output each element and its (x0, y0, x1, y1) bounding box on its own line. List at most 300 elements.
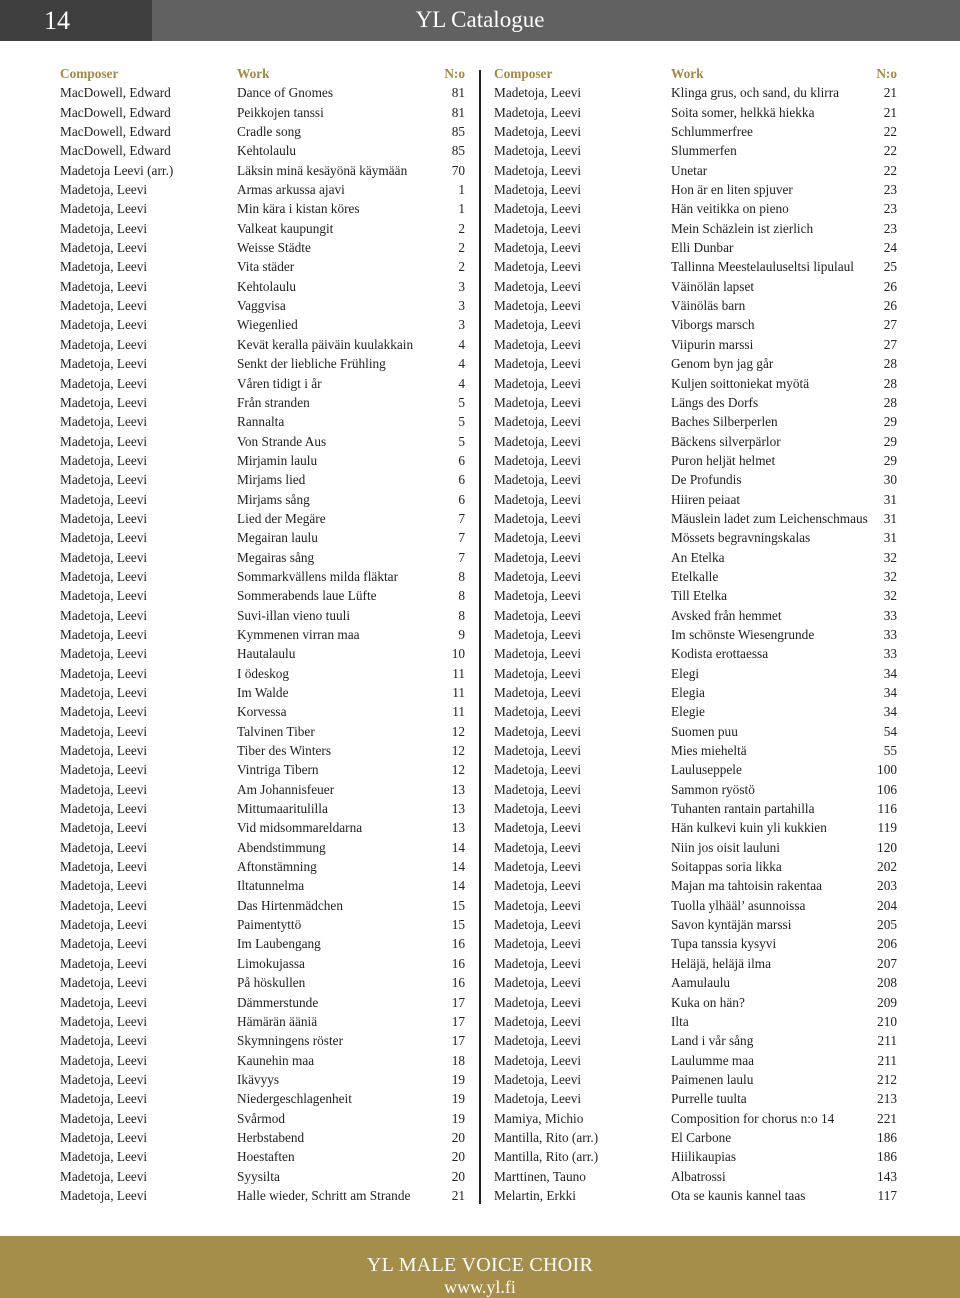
number-cell: 8 (458, 607, 465, 623)
composer-cell: Madetoja, Leevi (60, 394, 148, 410)
work-cell: Senkt der liebliche Frühling (237, 356, 386, 372)
work-cell: Savon kyntäjän marssi (671, 917, 792, 933)
work-cell: Mirjams sång (237, 491, 310, 507)
table-row (494, 199, 900, 218)
work-cell: Hautalaulu (237, 646, 296, 662)
table-row (494, 915, 900, 934)
number-cell: 100 (877, 762, 897, 778)
work-cell: Svårmod (237, 1110, 286, 1126)
table-row (494, 180, 900, 199)
number-cell: 4 (458, 336, 465, 352)
number-cell: 117 (877, 1187, 897, 1203)
work-cell: Längs des Dorfs (671, 394, 759, 410)
work-cell: Suvi-illan vieno tuuli (237, 607, 351, 623)
work-cell: Lied der Megäre (237, 510, 326, 526)
composer-cell: Madetoja, Leevi (60, 1168, 148, 1184)
number-cell: 2 (458, 259, 465, 275)
number-cell: 33 (883, 626, 897, 642)
table-row (494, 412, 900, 431)
work-cell: Majan ma tahtoisin rakentaa (671, 878, 823, 894)
work-cell: Von Strande Aus (237, 433, 327, 449)
number-cell: 15 (451, 917, 465, 933)
work-cell: Hiilikaupias (671, 1149, 736, 1165)
work-cell: I ödeskog (237, 665, 290, 681)
table-row (494, 451, 900, 470)
composer-cell: Marttinen, Tauno (494, 1168, 586, 1184)
composer-cell: Madetoja, Leevi (60, 317, 148, 333)
work-cell: Kehtolaulu (237, 278, 297, 294)
work-cell: Aamulaulu (671, 975, 731, 991)
composer-cell: Madetoja, Leevi (494, 917, 582, 933)
number-cell: 17 (451, 1013, 465, 1029)
work-cell: Hiiren peiaat (671, 491, 741, 507)
work-cell: Cradle song (237, 124, 301, 140)
number-cell: 16 (451, 975, 465, 991)
composer-cell: Madetoja, Leevi (494, 530, 582, 546)
table-row (60, 335, 465, 354)
work-cell: Laulumme maa (671, 1052, 755, 1068)
composer-cell: Madetoja, Leevi (60, 298, 148, 314)
work-cell: Das Hirtenmädchen (237, 897, 343, 913)
work-cell: Soita somer, helkkä hiekka (671, 104, 815, 120)
table-row (60, 760, 465, 779)
work-cell: Ikävyys (237, 1071, 280, 1087)
number-cell: 4 (458, 375, 465, 391)
work-cell: Kymmenen virran maa (237, 626, 360, 642)
table-row (494, 161, 900, 180)
number-cell: 6 (458, 472, 465, 488)
table-row (60, 161, 465, 180)
table-row (60, 934, 465, 953)
table-row (494, 838, 900, 857)
number-cell: 11 (452, 704, 465, 720)
number-cell: 1 (458, 201, 465, 217)
work-cell: Etelkalle (671, 568, 719, 584)
work-cell: Herbstabend (237, 1129, 305, 1145)
page-number: 14 (0, 0, 152, 41)
table-row (494, 257, 900, 276)
number-cell: 7 (458, 549, 465, 565)
composer-cell: Madetoja, Leevi (60, 278, 148, 294)
composer-cell: Madetoja, Leevi (494, 994, 582, 1010)
table-row (494, 702, 900, 721)
number-cell: 10 (451, 646, 465, 662)
composer-cell: Madetoja, Leevi (494, 143, 582, 159)
work-cell: Syysilta (237, 1168, 280, 1184)
table-row (60, 1051, 465, 1070)
table-row (494, 664, 900, 683)
composer-cell: Madetoja, Leevi (494, 820, 582, 836)
work-cell: Rannalta (237, 414, 285, 430)
number-cell: 21 (883, 85, 897, 101)
work-cell: Hän veitikka on pieno (671, 201, 789, 217)
table-row (494, 470, 900, 489)
composer-cell: Madetoja, Leevi (494, 220, 582, 236)
work-cell: Min kära i kistan köres (237, 201, 360, 217)
number-cell: 31 (883, 530, 897, 546)
composer-cell: Melartin, Erkki (494, 1187, 576, 1203)
work-cell: Niin jos oisit lauluni (671, 839, 780, 855)
table-row (60, 780, 465, 799)
number-cell: 12 (451, 743, 465, 759)
table-row (494, 277, 900, 296)
work-cell: Kevät keralla päiväin kuulakkain (237, 336, 414, 352)
composer-cell: Madetoja, Leevi (494, 414, 582, 430)
table-row (494, 1186, 900, 1205)
composer-cell: Madetoja, Leevi (494, 491, 582, 507)
table-row (494, 799, 900, 818)
composer-cell: Madetoja Leevi (arr.) (60, 162, 174, 178)
composer-cell: Madetoja, Leevi (60, 1129, 148, 1145)
table-row (494, 238, 900, 257)
table-row (494, 586, 900, 605)
composer-cell: Madetoja, Leevi (60, 994, 148, 1010)
composer-cell: Madetoja, Leevi (60, 510, 148, 526)
table-row (494, 625, 900, 644)
table-row (60, 199, 465, 218)
composer-cell: Madetoja, Leevi (494, 472, 582, 488)
table-row (60, 257, 465, 276)
table-row (60, 857, 465, 876)
table-row (60, 1147, 465, 1166)
work-cell: Läksin minä kesäyönä käymään (237, 162, 408, 178)
number-cell: 32 (883, 568, 897, 584)
composer-cell: Madetoja, Leevi (60, 220, 148, 236)
table-row (60, 683, 465, 702)
composer-cell: Madetoja, Leevi (494, 336, 582, 352)
work-cell: Kuljen soittoniekat myötä (671, 375, 810, 391)
table-row (60, 1167, 465, 1186)
composer-cell: Madetoja, Leevi (494, 394, 582, 410)
work-cell: Kuka on hän? (671, 994, 745, 1010)
composer-cell: Madetoja, Leevi (60, 897, 148, 913)
composer-cell: Madetoja, Leevi (494, 588, 582, 604)
work-cell: Composition for chorus n:o 14 (671, 1110, 835, 1126)
number-cell: 14 (451, 878, 465, 894)
composer-cell: Madetoja, Leevi (494, 104, 582, 120)
table-row (60, 1089, 465, 1108)
work-cell: Kodista erottaessa (671, 646, 769, 662)
composer-cell: Madetoja, Leevi (494, 743, 582, 759)
work-cell: Weisse Städte (237, 240, 311, 256)
number-cell: 3 (458, 317, 465, 333)
number-cell: 33 (883, 646, 897, 662)
table-row (60, 296, 465, 315)
number-cell: 19 (451, 1110, 465, 1126)
table-row (494, 1128, 900, 1147)
number-cell: 116 (877, 801, 897, 817)
composer-cell: Madetoja, Leevi (494, 685, 582, 700)
work-cell: Schlummerfree (671, 124, 753, 140)
number-cell: 28 (883, 394, 897, 410)
number-cell: 186 (877, 1149, 897, 1165)
composer-cell: Madetoja, Leevi (60, 1071, 148, 1087)
number-cell: 120 (877, 839, 897, 855)
composer-cell: Madetoja, Leevi (494, 1071, 582, 1087)
work-header: Work (671, 66, 704, 81)
composer-cell: Madetoja, Leevi (60, 936, 148, 952)
number-cell: 29 (883, 452, 897, 468)
number-cell: 6 (458, 491, 465, 507)
composer-cell: Madetoja, Leevi (494, 839, 582, 855)
number-cell: 12 (451, 762, 465, 778)
number-cell: 14 (451, 859, 465, 875)
table-row (60, 741, 465, 760)
table-row (494, 857, 900, 876)
number-cell: 34 (883, 665, 897, 681)
number-cell: 34 (883, 704, 897, 720)
work-cell: Bäckens silverpärlor (671, 433, 781, 449)
work-cell: Tiber des Winters (237, 743, 332, 759)
composer-cell: Madetoja, Leevi (60, 568, 148, 584)
work-cell: Avsked från hemmet (671, 607, 782, 623)
composer-cell: Madetoja, Leevi (60, 820, 148, 836)
website-link[interactable]: www.yl.fi (444, 1277, 516, 1297)
work-cell: Halle wieder, Schritt am Strande (237, 1187, 411, 1203)
work-cell: Mies mieheltä (671, 743, 747, 759)
number-cell: 81 (451, 104, 465, 120)
table-row (60, 374, 465, 393)
number-cell: 13 (451, 781, 465, 797)
table-row (60, 876, 465, 895)
composer-cell: Madetoja, Leevi (60, 452, 148, 468)
work-cell: Iltatunnelma (237, 878, 305, 894)
work-cell: Sammon ryöstö (671, 781, 755, 797)
number-cell: 20 (451, 1149, 465, 1165)
table-row (60, 103, 465, 122)
composer-header: Composer (494, 66, 553, 81)
composer-cell: Madetoja, Leevi (60, 743, 148, 759)
work-cell: Väinöläs barn (671, 298, 746, 314)
work-cell: Heläjä, heläjä ilma (671, 955, 772, 971)
number-cell: 202 (877, 859, 897, 875)
number-cell: 11 (452, 665, 465, 681)
table-row (60, 219, 465, 238)
number-cell: 31 (883, 510, 897, 526)
work-cell: Viipurin marssi (671, 336, 754, 352)
table-row (494, 741, 900, 760)
composer-cell: Madetoja, Leevi (60, 472, 148, 488)
composer-cell: Madetoja, Leevi (60, 723, 148, 739)
work-cell: Vintriga Tibern (237, 762, 319, 778)
number-cell: 17 (451, 1033, 465, 1049)
number-cell: 31 (883, 491, 897, 507)
composer-cell: Madetoja, Leevi (494, 1033, 582, 1049)
work-cell: Elegi (671, 665, 700, 681)
table-row (494, 219, 900, 238)
number-cell: 204 (877, 897, 897, 913)
composer-cell: Mamiya, Michio (494, 1110, 584, 1126)
table-row (494, 335, 900, 354)
number-cell: 6 (458, 452, 465, 468)
number-cell: 70 (451, 162, 465, 178)
page-footer (0, 1236, 960, 1298)
composer-cell: Madetoja, Leevi (494, 704, 582, 720)
table-row (60, 315, 465, 334)
number-cell: 23 (883, 182, 897, 198)
number-cell: 7 (458, 510, 465, 526)
table-row (60, 1128, 465, 1147)
number-cell: 30 (883, 472, 897, 488)
number-cell: 27 (883, 336, 897, 352)
column-divider (479, 70, 481, 1204)
work-cell: Mein Schäzlein ist zierlich (671, 220, 814, 236)
composer-cell: Madetoja, Leevi (494, 510, 582, 526)
number-cell: 16 (451, 955, 465, 971)
composer-cell: Madetoja, Leevi (494, 781, 582, 797)
composer-cell: Madetoja, Leevi (494, 240, 582, 256)
number-cell: 16 (451, 936, 465, 952)
table-row (494, 934, 900, 953)
table-row (494, 1012, 900, 1031)
composer-cell: Madetoja, Leevi (60, 433, 148, 449)
table-row (494, 818, 900, 837)
table-row (494, 760, 900, 779)
table-row (494, 1031, 900, 1050)
work-cell: Mirjams lied (237, 472, 306, 488)
number-cell: 33 (883, 607, 897, 623)
work-cell: Unetar (671, 162, 708, 178)
table-row (494, 354, 900, 373)
table-row (60, 838, 465, 857)
number-cell: 13 (451, 801, 465, 817)
table-row (494, 567, 900, 586)
number-cell: 15 (451, 897, 465, 913)
composer-cell: Madetoja, Leevi (494, 298, 582, 314)
table-row (60, 1070, 465, 1089)
number-cell: 21 (883, 104, 897, 120)
composer-cell: Madetoja, Leevi (494, 1052, 582, 1068)
composer-cell: Mantilla, Rito (arr.) (494, 1129, 599, 1145)
work-cell: Am Johannisfeuer (237, 781, 335, 797)
work-cell: Tupa tanssia kysyvi (671, 936, 777, 952)
composer-cell: Madetoja, Leevi (60, 259, 148, 275)
work-cell: Slummerfen (671, 143, 737, 159)
number-cell: 211 (877, 1052, 897, 1068)
composer-cell: Madetoja, Leevi (494, 626, 582, 642)
number-cell: 32 (883, 588, 897, 604)
number-header: N:o (444, 66, 465, 81)
work-cell: Hoestaften (237, 1149, 295, 1165)
composer-cell: Madetoja, Leevi (60, 685, 148, 700)
composer-cell: Madetoja, Leevi (494, 762, 582, 778)
composer-cell: Madetoja, Leevi (60, 1013, 148, 1029)
composer-cell: Madetoja, Leevi (494, 452, 582, 468)
table-row (60, 141, 465, 160)
work-cell: An Etelka (671, 549, 725, 565)
work-cell: Im Laubengang (237, 936, 321, 952)
work-cell: Land i vår sång (671, 1033, 754, 1049)
work-cell: Vid midsommareldarna (237, 820, 363, 836)
composer-cell: MacDowell, Edward (60, 124, 171, 140)
composer-cell: Madetoja, Leevi (60, 375, 148, 391)
composer-cell: Madetoja, Leevi (494, 375, 582, 391)
composer-cell: Madetoja, Leevi (494, 162, 582, 178)
number-cell: 4 (458, 356, 465, 372)
work-cell: Mössets begravningskalas (671, 530, 811, 546)
work-cell: Soitappas soria likka (671, 859, 782, 875)
work-cell: Baches Silberperlen (671, 414, 778, 430)
composer-cell: Madetoja, Leevi (494, 124, 582, 140)
table-row (494, 315, 900, 334)
number-cell: 8 (458, 568, 465, 584)
work-cell: Kehtolaulu (237, 143, 297, 159)
work-cell: Vaggvisa (237, 298, 286, 314)
work-cell: Abendstimmung (237, 839, 326, 855)
table-row (494, 876, 900, 895)
work-cell: Våren tidigt i år (237, 375, 322, 391)
number-cell: 20 (451, 1129, 465, 1145)
work-cell: Paimentyttö (237, 917, 302, 933)
work-cell: De Profundis (671, 472, 742, 488)
table-row (60, 722, 465, 741)
table-row (60, 509, 465, 528)
table-row (494, 1051, 900, 1070)
number-cell: 17 (451, 994, 465, 1010)
work-cell: Tallinna Meestelauluseltsi lipulaul (671, 259, 854, 275)
work-cell: Limokujassa (237, 955, 305, 971)
table-row (60, 799, 465, 818)
work-cell: Talvinen Tiber (237, 723, 315, 739)
composer-cell: Madetoja, Leevi (494, 278, 582, 294)
table-row (60, 586, 465, 605)
work-cell: Viborgs marsch (671, 317, 755, 333)
number-cell: 29 (883, 433, 897, 449)
composer-cell: Mantilla, Rito (arr.) (494, 1149, 599, 1165)
table-row (60, 83, 465, 102)
table-row (60, 1031, 465, 1050)
table-row (494, 780, 900, 799)
composer-cell: Madetoja, Leevi (494, 549, 582, 565)
table-row (60, 1109, 465, 1128)
number-cell: 55 (883, 743, 897, 759)
composer-cell: Madetoja, Leevi (494, 356, 582, 372)
composer-cell: Madetoja, Leevi (60, 1187, 148, 1203)
work-cell: Klinga grus, och sand, du klirra (671, 85, 840, 101)
table-row (494, 1089, 900, 1108)
number-cell: 34 (883, 685, 897, 700)
number-cell: 213 (877, 1091, 897, 1107)
work-cell: Hän kulkevi kuin yli kukkien (671, 820, 827, 836)
number-cell: 205 (877, 917, 897, 933)
number-cell: 2 (458, 220, 465, 236)
composer-cell: MacDowell, Edward (60, 143, 171, 159)
composer-cell: Madetoja, Leevi (60, 762, 148, 778)
number-cell: 12 (451, 723, 465, 739)
table-row (494, 973, 900, 992)
composer-cell: Madetoja, Leevi (60, 491, 148, 507)
composer-cell: Madetoja, Leevi (60, 1091, 148, 1107)
number-cell: 26 (883, 278, 897, 294)
work-cell: Niedergeschlagenheit (237, 1091, 352, 1107)
work-cell: Suomen puu (671, 723, 738, 739)
number-cell: 14 (451, 839, 465, 855)
composer-cell: Madetoja, Leevi (60, 336, 148, 352)
left-table-body (60, 83, 465, 1205)
table-row (494, 1070, 900, 1089)
composer-cell: Madetoja, Leevi (60, 182, 148, 198)
number-cell: 26 (883, 298, 897, 314)
number-cell: 19 (451, 1071, 465, 1087)
number-cell: 186 (877, 1129, 897, 1145)
work-cell: Megairan laulu (237, 530, 318, 546)
work-cell: Dance of Gnomes (237, 85, 333, 101)
composer-cell: Madetoja, Leevi (494, 568, 582, 584)
work-header: Work (237, 66, 270, 81)
number-cell: 207 (877, 955, 897, 971)
number-cell: 9 (458, 626, 465, 642)
work-cell: Lauluseppele (671, 762, 742, 778)
